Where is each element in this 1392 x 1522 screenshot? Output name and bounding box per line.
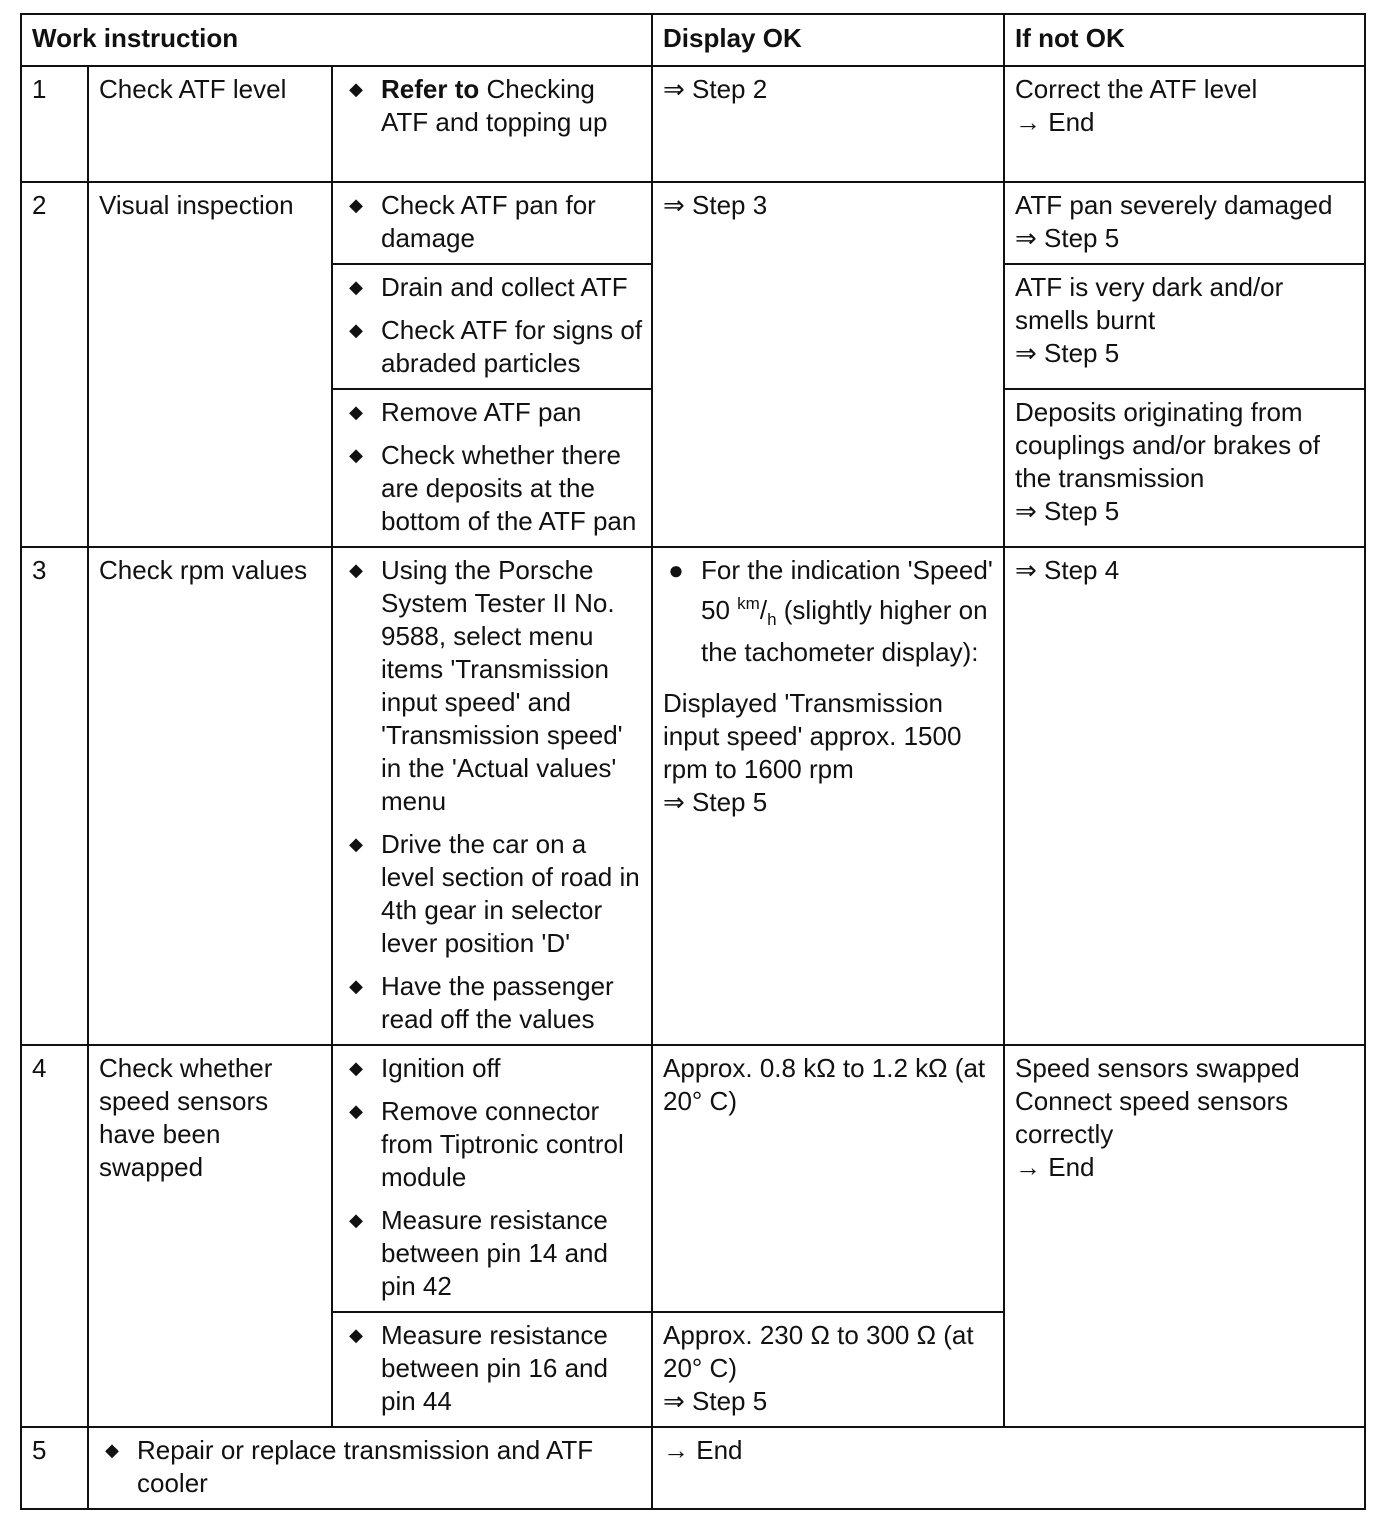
ok-text: Displayed 'Transmission input speed' approx. 1500 rpm to 1600 rpm <box>663 688 962 784</box>
step-actions <box>332 1312 652 1427</box>
if-not-ok-cell <box>1004 389 1365 547</box>
list-item <box>343 1204 643 1303</box>
ok-text: Approx. 230 Ω to 300 Ω (at 20° C) <box>663 1320 974 1383</box>
display-ok-header: Display OK <box>652 14 1004 66</box>
if-not-ok-cell <box>1004 182 1365 264</box>
not-ok-text: Correct the ATF level <box>1015 74 1258 104</box>
step-actions <box>332 66 652 182</box>
not-ok-text: Deposits originating from couplings and/or brakes of the transmission <box>1015 397 1320 493</box>
list-item <box>343 439 643 538</box>
indication-note: (slightly higher on the tachometer display): <box>701 595 988 667</box>
bullet-icon: ◆ <box>349 1210 363 1230</box>
step-actions <box>88 1427 652 1509</box>
not-ok-next: → End <box>1015 107 1095 137</box>
if-not-ok-header: If not OK <box>1004 14 1365 66</box>
action-text: Check ATF for signs of abraded particles <box>381 315 643 378</box>
work-instruction-table <box>20 13 1366 1510</box>
list-item <box>343 396 643 429</box>
action-text: Measure resistance between pin 14 and pin 42 <box>381 1205 608 1301</box>
action-text: Drive the car on a level section of road in 4th gear in selector lever position 'D' <box>381 829 640 958</box>
not-ok-next: ⇒ Step 5 <box>1015 338 1120 368</box>
work-instruction-document <box>20 13 1364 1510</box>
unit-h: h <box>767 610 777 629</box>
display-ok-cell: Approx. 0.8 kΩ to 1.2 kΩ (at 20° C) <box>652 1045 1004 1312</box>
action-text: Remove ATF pan <box>381 397 582 427</box>
step-title: Check whether speed sensors have been swapped <box>88 1045 332 1427</box>
display-ok-cell: ⇒ Step 2 <box>652 66 1004 182</box>
list-item <box>343 1052 643 1085</box>
not-ok-text: Speed sensors swapped <box>1015 1053 1300 1083</box>
bullet-icon: ◆ <box>349 320 363 340</box>
step-actions <box>332 389 652 547</box>
action-text: Using the Porsche System Tester II No. 9588, select menu items 'Transmission input speed' and 'Transmission speed' in the 'Actual values' menu <box>381 555 623 816</box>
action-text: Repair or replace transmission and ATF cooler <box>137 1435 594 1498</box>
list-item <box>343 271 643 304</box>
bullet-icon: ◆ <box>105 1440 119 1460</box>
step-3-row <box>21 547 1365 1045</box>
list-item <box>343 970 643 1036</box>
action-text: Check ATF pan for damage <box>381 190 596 253</box>
not-ok-text: ATF pan severely damaged <box>1015 190 1333 220</box>
bullet-icon: ◆ <box>349 195 363 215</box>
display-ok-cell: → End <box>652 1427 1365 1509</box>
if-not-ok-cell <box>1004 1045 1365 1427</box>
step-title: Check ATF level <box>88 66 332 182</box>
if-not-ok-cell <box>1004 66 1365 182</box>
action-text: Measure resistance between pin 16 and pin 44 <box>381 1320 608 1416</box>
list-item <box>99 1434 643 1500</box>
list-item <box>663 554 995 669</box>
step-actions <box>332 182 652 264</box>
step-number: 2 <box>21 182 88 547</box>
step-number: 5 <box>21 1427 88 1509</box>
indication-text: For the indication 'Speed' 50 <box>701 555 993 625</box>
ok-next: ⇒ Step 5 <box>663 787 768 817</box>
bullet-icon: ◆ <box>349 976 363 996</box>
list-item <box>343 189 643 255</box>
step-title: Visual inspection <box>88 182 332 547</box>
step-4-row <box>21 1045 1365 1312</box>
ok-next: ⇒ Step 5 <box>663 1386 768 1416</box>
action-text: Drain and collect ATF <box>381 272 628 302</box>
step-2-row <box>21 182 1365 264</box>
action-text: Remove connector from Tiptronic control module <box>381 1096 624 1192</box>
display-ok-cell: ⇒ Step 3 <box>652 182 1004 547</box>
list-item <box>343 73 643 139</box>
bullet-icon: ◆ <box>349 445 363 465</box>
refer-link[interactable]: Checking ATF and topping up <box>381 74 608 137</box>
step-actions <box>332 1045 652 1312</box>
bullet-icon: ◆ <box>349 1101 363 1121</box>
table-header-row <box>21 14 1365 66</box>
if-not-ok-cell <box>1004 264 1365 389</box>
step-actions <box>332 547 652 1045</box>
action-text: Have the passenger read off the values <box>381 971 614 1034</box>
bullet-icon: ◆ <box>349 79 363 99</box>
unit-km: km <box>737 594 760 613</box>
refer-label: Refer to <box>381 74 480 104</box>
step-1-row <box>21 66 1365 182</box>
bullet-icon: ◆ <box>349 277 363 297</box>
action-text: Ignition off <box>381 1053 501 1083</box>
bullet-icon: ◆ <box>349 1058 363 1078</box>
not-ok-text: ATF is very dark and/or smells burnt <box>1015 272 1284 335</box>
bullet-icon: ◆ <box>349 402 363 422</box>
not-ok-next: ⇒ Step 5 <box>1015 496 1120 526</box>
step-number: 4 <box>21 1045 88 1427</box>
step-number: 1 <box>21 66 88 182</box>
bullet-icon: ◆ <box>349 1325 363 1345</box>
step-5-row <box>21 1427 1365 1509</box>
step-number: 3 <box>21 547 88 1045</box>
not-ok-action: Connect speed sensors correctly <box>1015 1086 1289 1149</box>
bullet-icon: ◆ <box>349 560 363 580</box>
bullet-icon: ◆ <box>349 834 363 854</box>
list-item <box>343 1095 643 1194</box>
if-not-ok-cell: ⇒ Step 4 <box>1004 547 1365 1045</box>
action-text: Check whether there are deposits at the bottom of the ATF pan <box>381 440 637 536</box>
display-ok-cell <box>652 1312 1004 1427</box>
dot-icon: ● <box>668 555 684 585</box>
display-ok-cell <box>652 547 1004 1045</box>
step-title: Check rpm values <box>88 547 332 1045</box>
list-item <box>343 554 643 818</box>
not-ok-next: ⇒ Step 5 <box>1015 223 1120 253</box>
work-instruction-header: Work instruction <box>21 14 652 66</box>
list-item <box>343 1319 643 1418</box>
list-item <box>343 828 643 960</box>
unit-slash: / <box>759 595 768 625</box>
list-item <box>343 314 643 380</box>
not-ok-next: → End <box>1015 1152 1095 1182</box>
step-actions <box>332 264 652 389</box>
